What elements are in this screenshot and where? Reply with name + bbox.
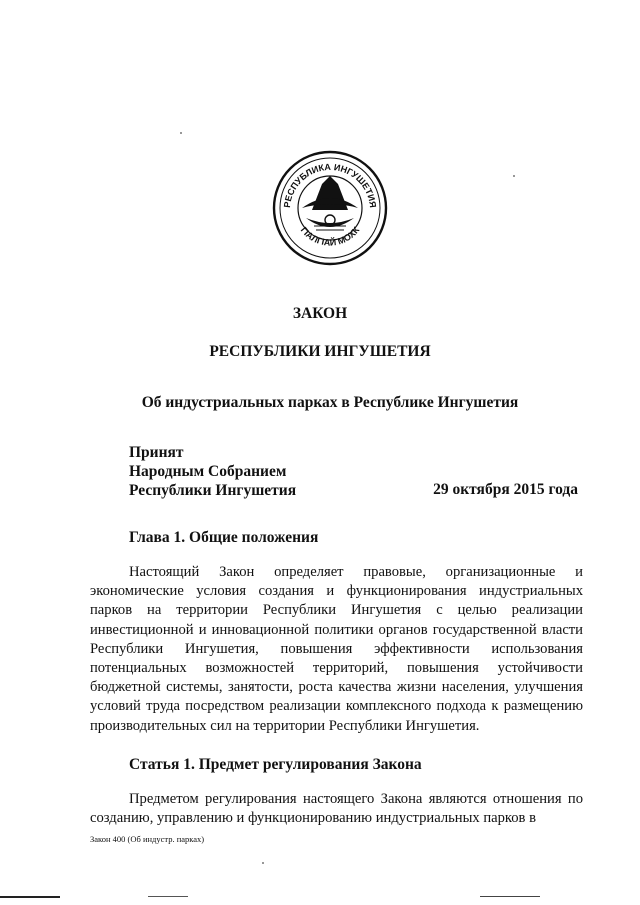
scan-speck: [513, 175, 515, 177]
emblem-bottom-text: ГIАЛГIАЙ МОХК: [298, 224, 362, 248]
scan-speck: [262, 862, 264, 864]
adoption-line: Народным Собранием: [129, 463, 287, 480]
document-type-title: ЗАКОН: [292, 305, 348, 322]
scan-edge-line: [0, 896, 60, 898]
document-subject-title: Об индустриальных парках в Республике Ингушетия: [141, 394, 519, 411]
republic-emblem-seal: [272, 148, 388, 268]
scan-edge-dash: [480, 896, 540, 897]
article-heading: Статья 1. Предмет регулирования Закона: [129, 756, 422, 773]
adoption-line: Республики Ингушетия: [129, 482, 297, 499]
svg-text:ГIАЛГIАЙ МОХК: [299, 225, 362, 248]
adoption-line: Принят: [129, 444, 184, 461]
document-issuer-title: РЕСПУБЛИКИ ИНГУШЕТИЯ: [209, 343, 431, 360]
chapter-paragraph: Настоящий Закон определяет правовые, организационные и экономические условия создания и функционирования индустриальных парков на территории Республики Ингушетия с целью реализации инвестиционной и инновационной политики органов государственной власти Республики Ингушетия, повышения эффективности использования потенциальных возможностей территорий, повышения устойчивости бюджетной системы, занятости, роста качества жизни населения, улучшения условий труда посредством реализации комплексного подхода к размещению производительных сил на территории Республики Ингушетия.: [90, 564, 583, 734]
scan-edge-dash: [148, 896, 188, 897]
scan-speck: [180, 132, 182, 134]
adoption-date: 29 октября 2015 года: [433, 481, 578, 498]
chapter-heading: Глава 1. Общие положения: [129, 529, 319, 546]
article-paragraph: Предметом регулирования настоящего Закона являются отношения по созданию, управлению и функционированию индустриальных парков в: [90, 791, 583, 827]
footer-file-note: Закон 400 (Об индустр. парках): [90, 834, 205, 844]
adoption-block: [129, 443, 296, 500]
emblem-top-text: РЕСПУБЛИКА ИНГУШЕТИЯ: [282, 161, 379, 209]
